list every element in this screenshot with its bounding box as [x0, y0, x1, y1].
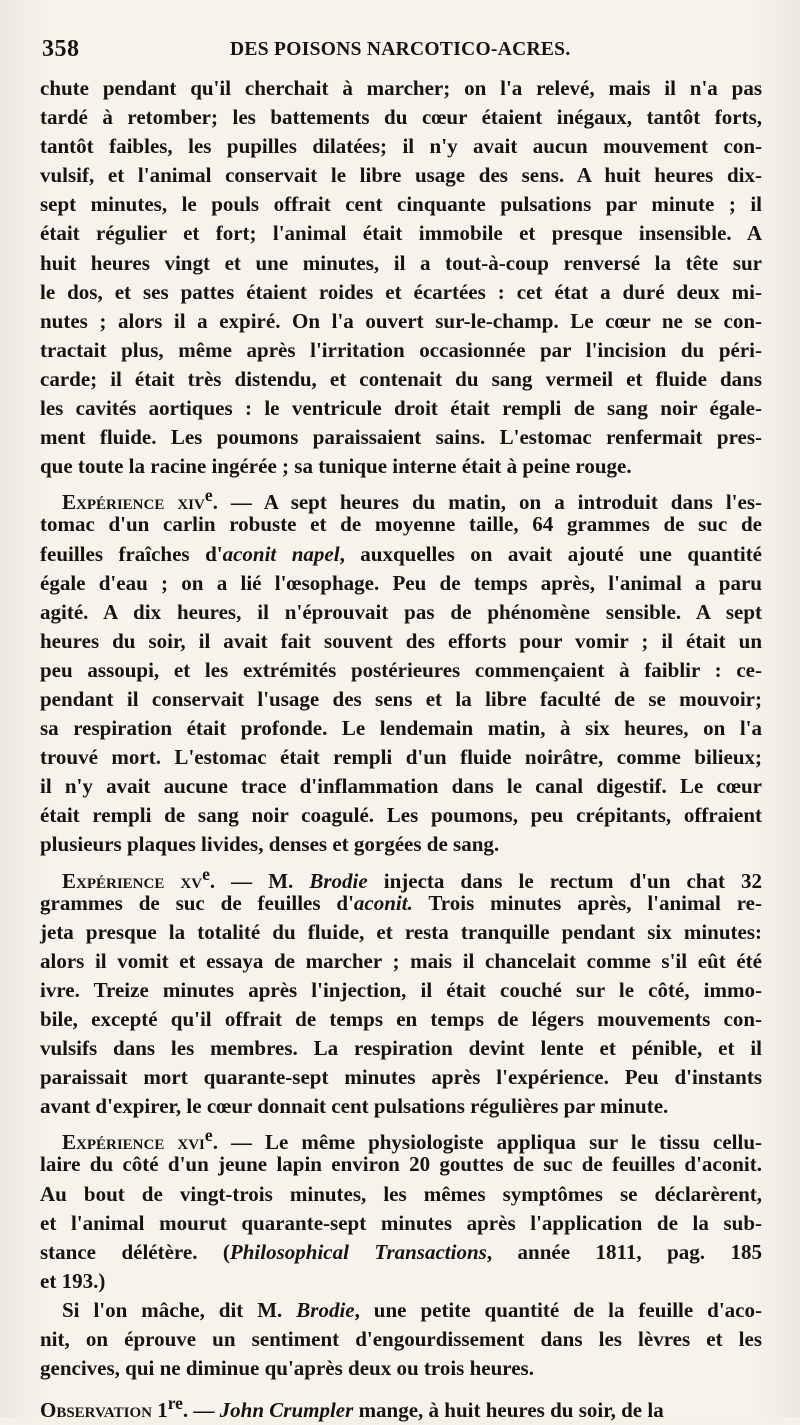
text-run: stance délétère. ( [40, 1239, 230, 1264]
ordinal-suffix: re [167, 1393, 183, 1414]
ordinal-suffix: e [202, 863, 210, 884]
text-line: avant d'expirer, le cœur donnait cent pulsations régulières par minute. [40, 1094, 669, 1119]
text-line: alors il vomit et essaya de marcher ; mais il chancelait comme s'il eût été [40, 948, 762, 973]
text-run: grammes de suc de feuilles d' [40, 890, 354, 915]
text-line: et l'animal mourut quarante-sept minutes après l'application de la sub- [40, 1210, 762, 1235]
text-line [40, 1296, 762, 1325]
text-line: était rempli de sang noir coagulé. Les poumons, peu crépitants, offraient [40, 803, 762, 828]
running-head [40, 34, 762, 74]
text-line: que toute la racine ingérée ; sa tunique interne était à peine rouge. [40, 454, 632, 479]
text-line: chute pendant qu'il cherchait à marcher; on l'a relevé, mais il n'a pas [40, 76, 762, 100]
text-line [40, 481, 762, 515]
text-line: égale d'eau ; on a lié l'œsophage. Peu de temps après, l'animal a paru [40, 570, 762, 595]
text-run: Si l'on mâche, dit M. [62, 1297, 297, 1322]
text-line: sept minutes, le pouls offrait cent cinquante pulsations par minute ; il [40, 192, 762, 217]
text-line: il n'y avait aucune trace d'inflammation dans le canal digestif. Le cœur [40, 774, 762, 799]
text-line: tantôt faibles, les pupilles dilatées; il n'y avait aucun mouvement con- [40, 134, 762, 159]
text-line: bile, excepté qu'il offrait de temps en temps de légers mouvements con- [40, 1007, 762, 1031]
italic-term: Brodie [296, 1297, 355, 1322]
running-title: DES POISONS NARCOTICO-ACRES. [230, 39, 571, 60]
text-line: ivre. Treize minutes après l'injection, il était couché sur le côté, immo- [40, 977, 762, 1002]
text-line: tomac d'un carlin robuste et de moyenne taille, 64 grammes de suc de [40, 512, 762, 537]
text-line: était régulier et fort; l'animal était immobile et presque insensible. A [40, 221, 762, 246]
experiment-heading: Expérience xiv [62, 490, 205, 515]
text-line [40, 860, 762, 893]
text-line [40, 1389, 762, 1423]
text-run: , année 1811, pag. 185 [486, 1239, 762, 1264]
body-text [40, 74, 763, 1423]
text-line [40, 889, 762, 918]
text-run: Trois minutes après, l'animal re- [412, 890, 762, 915]
text-line: le dos, et ses pattes étaient roides et écartées : cet état a duré deux mi- [40, 279, 762, 304]
experiment-heading: Observation 1 [40, 1398, 168, 1423]
text-line: vulsifs dans les membres. La respiration devint lente et pénible, et il [40, 1036, 762, 1061]
text-line: nutes ; alors il a expiré. On l'a ouvert sur-le-champ. Le cœur ne se con- [40, 308, 762, 333]
italic-term: Brodie [309, 868, 368, 893]
text-line: nit, on éprouve un sentiment d'engourdissement dans les lèvres et les [40, 1327, 762, 1352]
text-line: ment fluide. Les poumons paraissaient sains. L'estomac renfermait pres- [40, 425, 762, 450]
text-run: injecta dans le rectum d'un chat 32 [367, 868, 762, 893]
text-run: , auxquelles on avait ajouté une quantité [339, 541, 763, 566]
ordinal-suffix: e [204, 1125, 213, 1146]
italic-term: John Crumpler [219, 1398, 354, 1423]
text-line: agité. A dix heures, il n'éprouvait pas de phénomène sensible. A sept [40, 599, 762, 624]
text-run: feuilles fraîches d' [40, 541, 223, 566]
text-line: plusieurs plaques livides, denses et gorgées de sang. [40, 832, 500, 857]
text-line: laire du côté d'un jeune lapin environ 20 gouttes de suc de feuilles d'aconit. [40, 1152, 762, 1177]
text-line: les cavités aortiques : le ventricule droit était rempli de sang noir égale- [40, 396, 762, 421]
text-line: peu assoupi, et les extrémités postérieures commençaient à faiblir : ce- [40, 657, 762, 682]
text-line: heures du soir, il avait fait souvent des efforts pour vomir ; il était un [40, 628, 762, 653]
text-line: tractait plus, même après l'irritation occasionnée par l'incision du péri- [40, 337, 762, 362]
text-line: tardé à retomber; les battements du cœur étaient inégaux, tantôt forts, [40, 105, 762, 130]
text-line: trouvé mort. L'estomac était rempli d'un fluide noirâtre, comme bilieux; [40, 745, 762, 770]
text-run: . — Le même physiologiste appliqua sur le tissu cellu- [212, 1130, 762, 1155]
text-line: sa respiration était profonde. Le lendemain matin, à six heures, on l'a [40, 716, 762, 741]
text-run: . — A sept heures du matin, on a introduit dans l'es- [212, 490, 762, 515]
text-line: Au bout de vingt-trois minutes, les mêmes symptômes se déclarèrent, [40, 1181, 762, 1206]
text-line [40, 1121, 762, 1155]
text-run: mange, à huit heures du soir, de la [353, 1398, 664, 1423]
page-number: 358 [42, 36, 80, 62]
text-line: pendant il conservait l'usage des sens et la libre faculté de se mouvoir; [40, 686, 762, 711]
text-line: et 193.) [40, 1268, 106, 1293]
ordinal-suffix: e [204, 485, 213, 506]
experiment-heading: Expérience xv [62, 868, 203, 893]
text-line: huit heures vingt et une minutes, il a tout-à-coup renversé la tête sur [40, 250, 762, 275]
text-line: jeta presque la totalité du fluide, et resta tranquille pendant six minutes: [40, 919, 762, 944]
experiment-heading: Expérience xvi [62, 1130, 205, 1155]
text-run: , une petite quantité de la feuille d'aco- [354, 1297, 762, 1322]
text-line: carde; il était très distendu, et contenait du sang vermeil et fluide dans [40, 366, 762, 391]
text-line: vulsif, et l'animal conservait le libre usage des sens. A huit heures dix- [40, 163, 762, 188]
italic-term: aconit. [353, 890, 413, 915]
text-line [40, 1238, 762, 1267]
text-line: paraissait mort quarante-sept minutes après l'expérience. Peu d'instants [40, 1065, 762, 1090]
text-line: gencives, qui ne diminue qu'après deux ou trois heures. [40, 1356, 534, 1381]
italic-term: aconit napel [222, 541, 340, 566]
italic-term: Philosophical Transactions [229, 1239, 487, 1264]
text-line [40, 540, 762, 569]
text-run: . — [182, 1398, 220, 1423]
text-run: . — M. [209, 868, 310, 893]
